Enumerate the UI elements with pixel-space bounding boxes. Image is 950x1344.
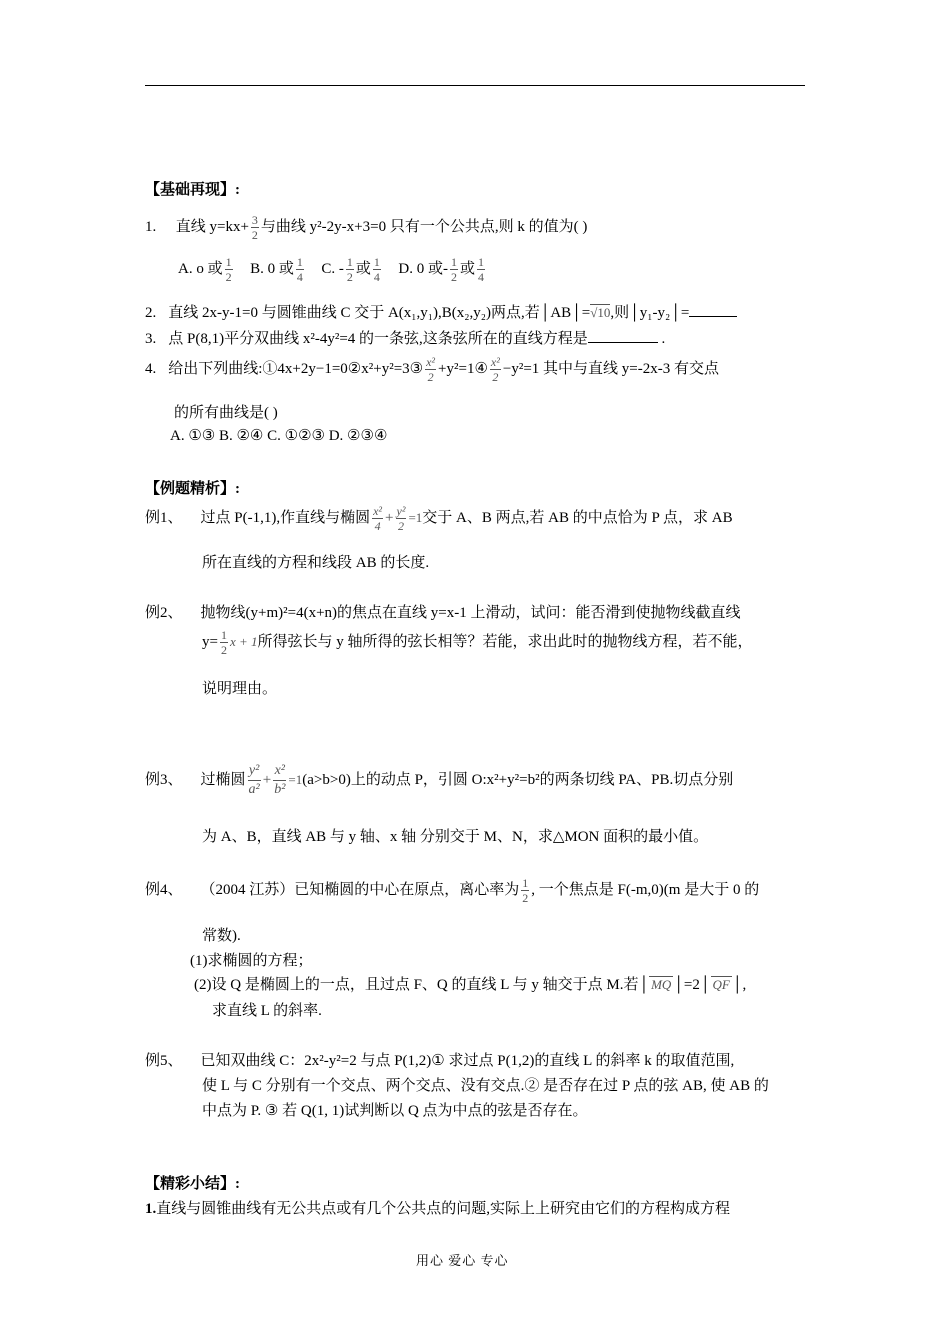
vector-qf: QF — [712, 977, 730, 992]
question-1-options: A. o 或 $\frac{1}{2}$ B. 0 或 $\frac{1}{4}$ C. - $\frac{1}{2}$ 或 $\frac{1}{4}$ D. 0 或- $\frac{1}{2}$ 或 $\frac{1}{4}$ — [178, 255, 484, 284]
example-5: 例5、 已知双曲线 C：2x²-y²=2 与点 P(1,2)① 求过点 P(1,2)的直线 L 的斜率 k 的取值范围, — [145, 1053, 735, 1069]
example-4-sub2: (2)设 Q 是椭圆上的一点，且过点 F、Q 的直线 L 与 y 轴交于点 M.若│ MQ │=2│ QF │, — [194, 977, 747, 993]
example-2-line3: 说明理由。 — [202, 681, 278, 697]
fraction: $\frac{1}{2}$ — [225, 255, 232, 284]
example-label: 例5、 — [145, 1053, 183, 1069]
fraction: $\frac{\text{x²}}{2}$ — [490, 355, 500, 384]
fraction: $\frac{\text{y²}}{2}$ — [396, 504, 406, 533]
section-title-basics: 【基础再现】: — [145, 182, 240, 198]
question-4-line2: 的所有曲线是( ) — [174, 405, 278, 421]
question-3: 3. 点 P(8,1)平分双曲线 x²-4y²=4 的一条弦,这条弦所在的直线方程是 . — [145, 331, 666, 347]
example-3-line2: 为 A、B，直线 AB 与 y 轴、x 轴 分别交于 M、N，求△MON 面积的最小值。 — [202, 829, 709, 845]
question-4-options: A. ①③ B. ②④ C. ①②③ D. ②③④ — [170, 428, 388, 444]
example-label: 例1、 — [145, 509, 183, 526]
fraction: $\frac{\text{x²}}{2}$ — [426, 355, 436, 384]
example-label: 例2、 — [145, 605, 183, 621]
header-rule — [145, 85, 805, 86]
example-label: 例3、 — [145, 771, 183, 788]
example-2-line2: y= $\frac{1}{2}$ x + 1所得弦长与 y 轴所得的弦长相等？若能，求出此时的抛物线方程，若不能， — [202, 628, 753, 657]
example-label: 例4、 — [145, 881, 183, 898]
fraction: $\frac{1}{4}$ — [373, 255, 380, 284]
fraction: $\frac{\text{y²}}{\text{a²}}$ — [248, 763, 260, 797]
example-1: 例1、 过点 P(-1,1),作直线与椭圆 $\frac{\text{x²}}{4}$ + $\frac{\text{y²}}{2}$ =1交于 A、B 两点,若 AB 的中点恰为 P 点，求 AB — [145, 504, 733, 533]
example-1-line2: 所在直线的方程和线段 AB 的长度. — [202, 555, 430, 571]
fraction: $\frac{1}{2}$ — [220, 628, 227, 657]
fraction: $\frac{1}{4}$ — [296, 255, 303, 284]
fraction: $\frac{1}{2}$ — [522, 876, 529, 905]
question-number: 1. — [145, 218, 157, 235]
example-2: 例2、 抛物线(y+m)²=4(x+n)的焦点在直线 y=x-1 上滑动，试问：能否滑到使抛物线截直线 — [145, 605, 741, 621]
example-5-line2: 使 L 与 C 分别有一个交点、两个交点、没有交点.② 是否存在过 P 点的弦 AB, 使 AB 的 — [202, 1078, 769, 1094]
example-4: 例4、 （2004 江苏）已知椭圆的中心在原点，离心率为 $\frac{1}{2}$ , 一个焦点是 F(-m,0)(m 是大于 0 的 — [145, 876, 760, 905]
fraction: $\frac{1}{2}$ — [450, 255, 457, 284]
question-1: 1. 直线 y=kx+ $\frac{3}{2}$ 与曲线 y²-2y-x+3=0 只有一个公共点,则 k 的值为( ) — [145, 213, 588, 242]
fraction: $\frac{1}{4}$ — [477, 255, 484, 284]
fraction: $\frac{\text{x²}}{4}$ — [373, 504, 383, 533]
example-4-sub2-line2: 求直线 L 的斜率. — [212, 1003, 322, 1019]
fraction: $\frac{\text{x²}}{\text{b²}}$ — [274, 763, 286, 797]
sqrt-expression: √10 — [590, 305, 611, 320]
vector-mq: MQ — [651, 977, 672, 992]
question-4: 4. 给出下列曲线:①4x+2y−1=0②x²+y²=3③ $\frac{\text{x²}}{2}$ +y²=1④ $\frac{\text{x²}}{2}$ −y²=1 其中与直线 y=-2x-3 有交点 — [145, 355, 719, 384]
section-title-examples: 【例题精析】: — [145, 481, 240, 497]
example-5-line3: 中点为 P. ③ 若 Q(1, 1)试判断以 Q 点为中点的弦是否存在。 — [202, 1103, 588, 1119]
section-title-summary: 【精彩小结】: — [145, 1176, 240, 1192]
example-4-line2: 常数). — [202, 928, 241, 944]
question-2: 2. 直线 2x-y-1=0 与圆锥曲线 C 交于 A(x₁,y₁),B(x₂,y₂)两点,若│AB│=√10,则│y₁-y₂│= — [145, 301, 737, 322]
example-4-sub1: (1)求椭圆的方程； — [190, 953, 313, 969]
summary-item-1: 1.直线与圆锥曲线有无公共点或有几个公共点的问题,实际上上研究由它们的方程构成方程 — [145, 1201, 731, 1217]
example-3: 例3、 过椭圆 $\frac{\text{y²}}{\text{a²}}$ + $\frac{\text{x²}}{\text{b²}}$ =1(a>b>0)上的动点 P，引圆 O:x²+y²=b²的两条切线 PA、PB.切点分别 — [145, 763, 734, 797]
fraction: $\frac{3}{2}$ — [251, 213, 258, 242]
page-footer: 用心 爱心 专心 — [416, 1253, 509, 1268]
fraction: $\frac{1}{2}$ — [346, 255, 353, 284]
